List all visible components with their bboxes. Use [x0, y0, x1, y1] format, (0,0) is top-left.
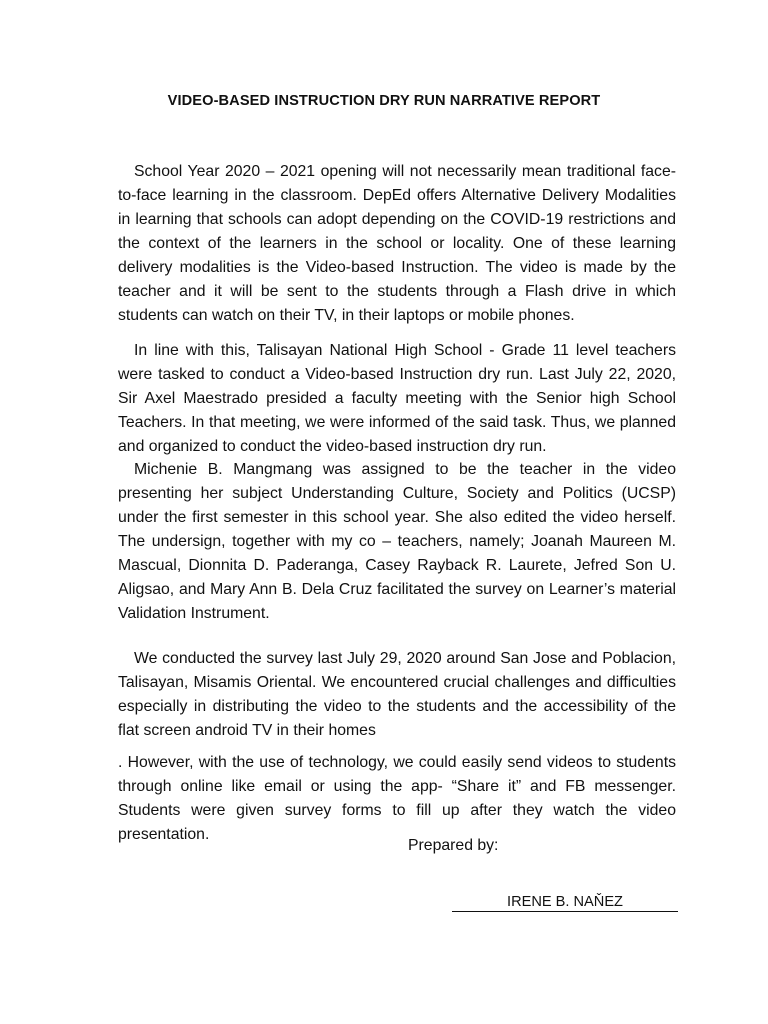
paragraph-technology: . However, with the use of technology, we could easily send videos to students through online like email or using the app- “Share it” and FB messenger. Students were given survey forms to fill up after they watch the video presentation.: [118, 754, 676, 843]
prepared-by-label: Prepared by:: [408, 837, 499, 854]
paragraph-dry-run-task: In line with this, Talisayan National High School - Grade 11 level teachers were tasked to conduct a Video-based Instruction dry run. Last July 22, 2020, Sir Axel Maestrado presided a faculty meeting with the Senior high School Teachers. In that meeting, we were informed of the said task. Thus, we planned and organized to conduct the video-based instruction dry run.: [118, 342, 676, 455]
paragraph-survey: We conducted the survey last July 29, 2020 around San Jose and Poblacion, Talisayan, Misamis Oriental. We encountered crucial challenges and difficulties especially in distributing the video to the students and the accessibility of the flat screen android TV in their homes: [118, 650, 676, 739]
paragraph-school-year: School Year 2020 – 2021 opening will not necessarily mean traditional face-to-face learning in the classroom. DepEd offers Alternative Delivery Modalities in learning that schools can adopt depending on the COVID-19 restrictions and the context of the learners in the school or locality. One of these learning delivery modalities is the Video-based Instruction. The video is made by the teacher and it will be sent to the students through a Flash drive in which students can watch on their TV, in their laptops or mobile phones.: [118, 163, 676, 324]
document-title: VIDEO-BASED INSTRUCTION DRY RUN NARRATIVE REPORT: [167, 93, 601, 109]
signatory-name: IRENE B. NAŇEZ: [452, 891, 678, 912]
paragraph-teacher-assignment: Michenie B. Mangmang was assigned to be the teacher in the video presenting her subject Understanding Culture, Society and Politics (UCSP) under the first semester in this school year. She also edited the video herself. The undersign, together with my co – teachers, namely; Joanah Maureen M. Mascual, Dionnita D. Paderanga, Casey Rayback R. Laurete, Jefred Son U. Aligsao, and Mary Ann B. Dela Cruz facilitated the survey on Learner’s material Validation Instrument.: [118, 461, 676, 622]
